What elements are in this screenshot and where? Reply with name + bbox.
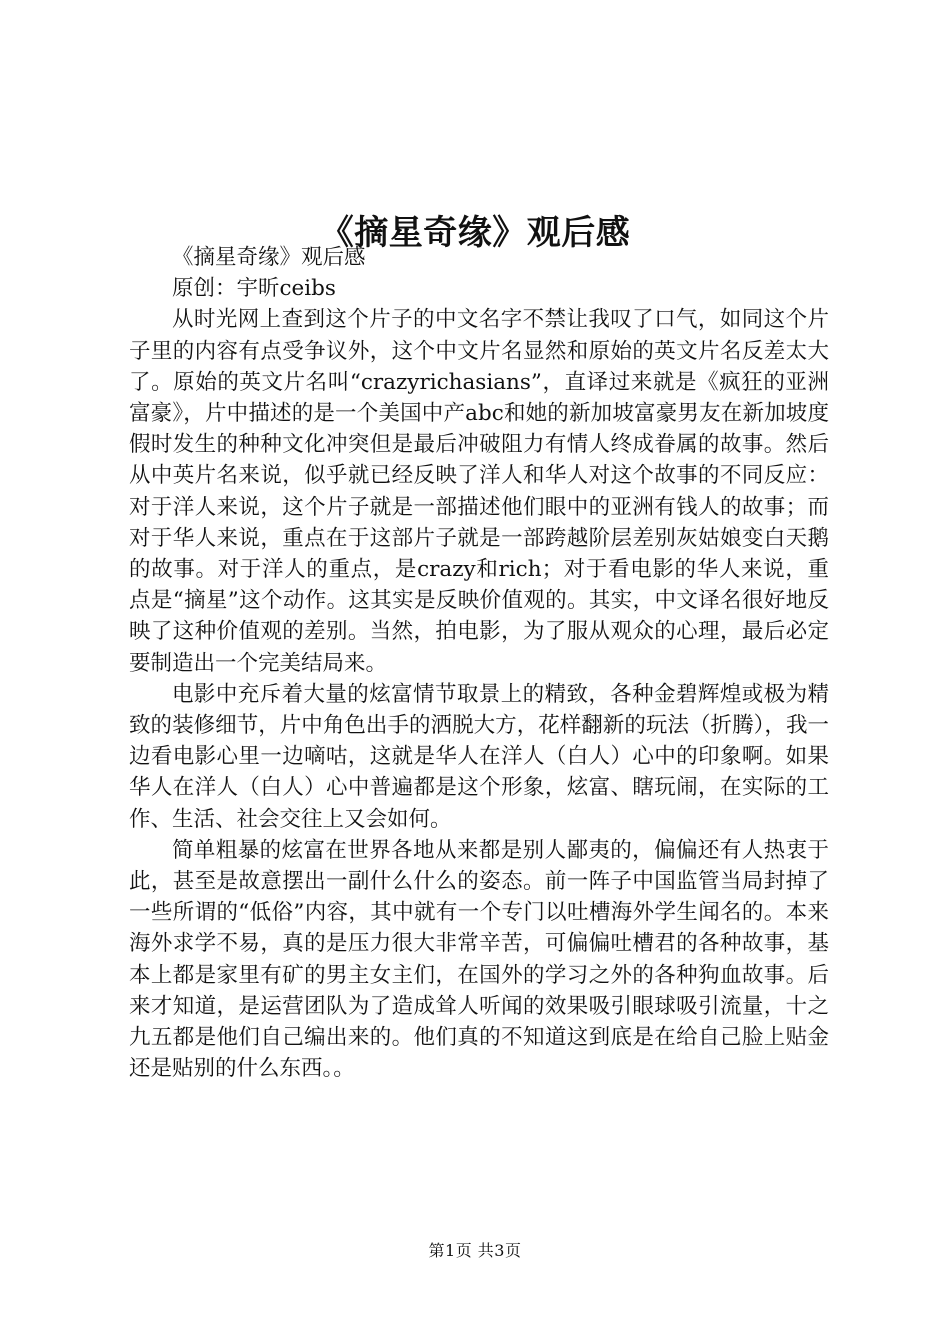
author-line: 原创：宇昕ceibs <box>172 276 336 302</box>
body-paragraph-1: 从时光网上查到这个片子的中文名字不禁让我叹了口气，如同这个片子里的内容有点受争议外，这个中文片名显然和原始的英文片名反差太大了。原始的英文片名叫“crazyrichasians”，直译过来就是《疯狂的亚洲富豪》，片中描述的是一个美国中产abc和她的新加坡富豪男友在新加坡度假时发生的种种文化冲突但是最后冲破阻力有情人终成眷属的故事。然后从中英片名来说，似乎就已经反映了洋人和华人对这个故事的不同反应：对于洋人来说，这个片子就是一部描述他们眼中的亚洲有钱人的故事；而对于华人来说，重点在于这部片子就是一部跨越阶层差别灰姑娘变白天鹅的故事。对于洋人的重点，是crazy和rich；对于看电影的华人来说，重点是“摘星”这个动作。这其实是反映价值观的。其实，中文译名很好地反映了这种价值观的差别。当然，拍电影，为了服从观众的心理，最后必定要制造出一个完美结局来。 <box>129 307 829 676</box>
page-title: 《摘星奇缘》观后感 <box>319 212 631 253</box>
document-body <box>129 242 829 1084</box>
page-footer: 第1页 共3页 <box>428 1241 522 1260</box>
body-paragraph-2: 电影中充斥着大量的炫富情节取景上的精致，各种金碧辉煌或极为精致的装修细节，片中角色出手的洒脱大方，花样翻新的玩法（折腾），我一边看电影心里一边嘀咕，这就是华人在洋人（白人）心中的印象啊。如果华人在洋人（白人）心中普遍都是这个形象，炫富、瞎玩闹，在实际的工作、生活、社会交往上又会如何。 <box>129 681 829 832</box>
body-paragraph-3: 简单粗暴的炫富在世界各地从来都是别人鄙夷的，偏偏还有人热衷于此，甚至是故意摆出一副什么什么的姿态。前一阵子中国监管当局封掉了一些所谓的“低俗”内容，其中就有一个专门以吐槽海外学生闻名的。本来海外求学不易，真的是压力很大非常辛苦，可偏偏吐槽君的各种故事，基本上都是家里有矿的男主女主们，在国外的学习之外的各种狗血故事。后来才知道，是运营团队为了造成耸人听闻的效果吸引眼球吸引流量，十之九五都是他们自己编出来的。他们真的不知道这到底是在给自己脸上贴金还是贴别的什么东西。。 <box>129 837 829 1082</box>
subtitle-paragraph: 《摘星奇缘》观后感 <box>172 245 366 270</box>
